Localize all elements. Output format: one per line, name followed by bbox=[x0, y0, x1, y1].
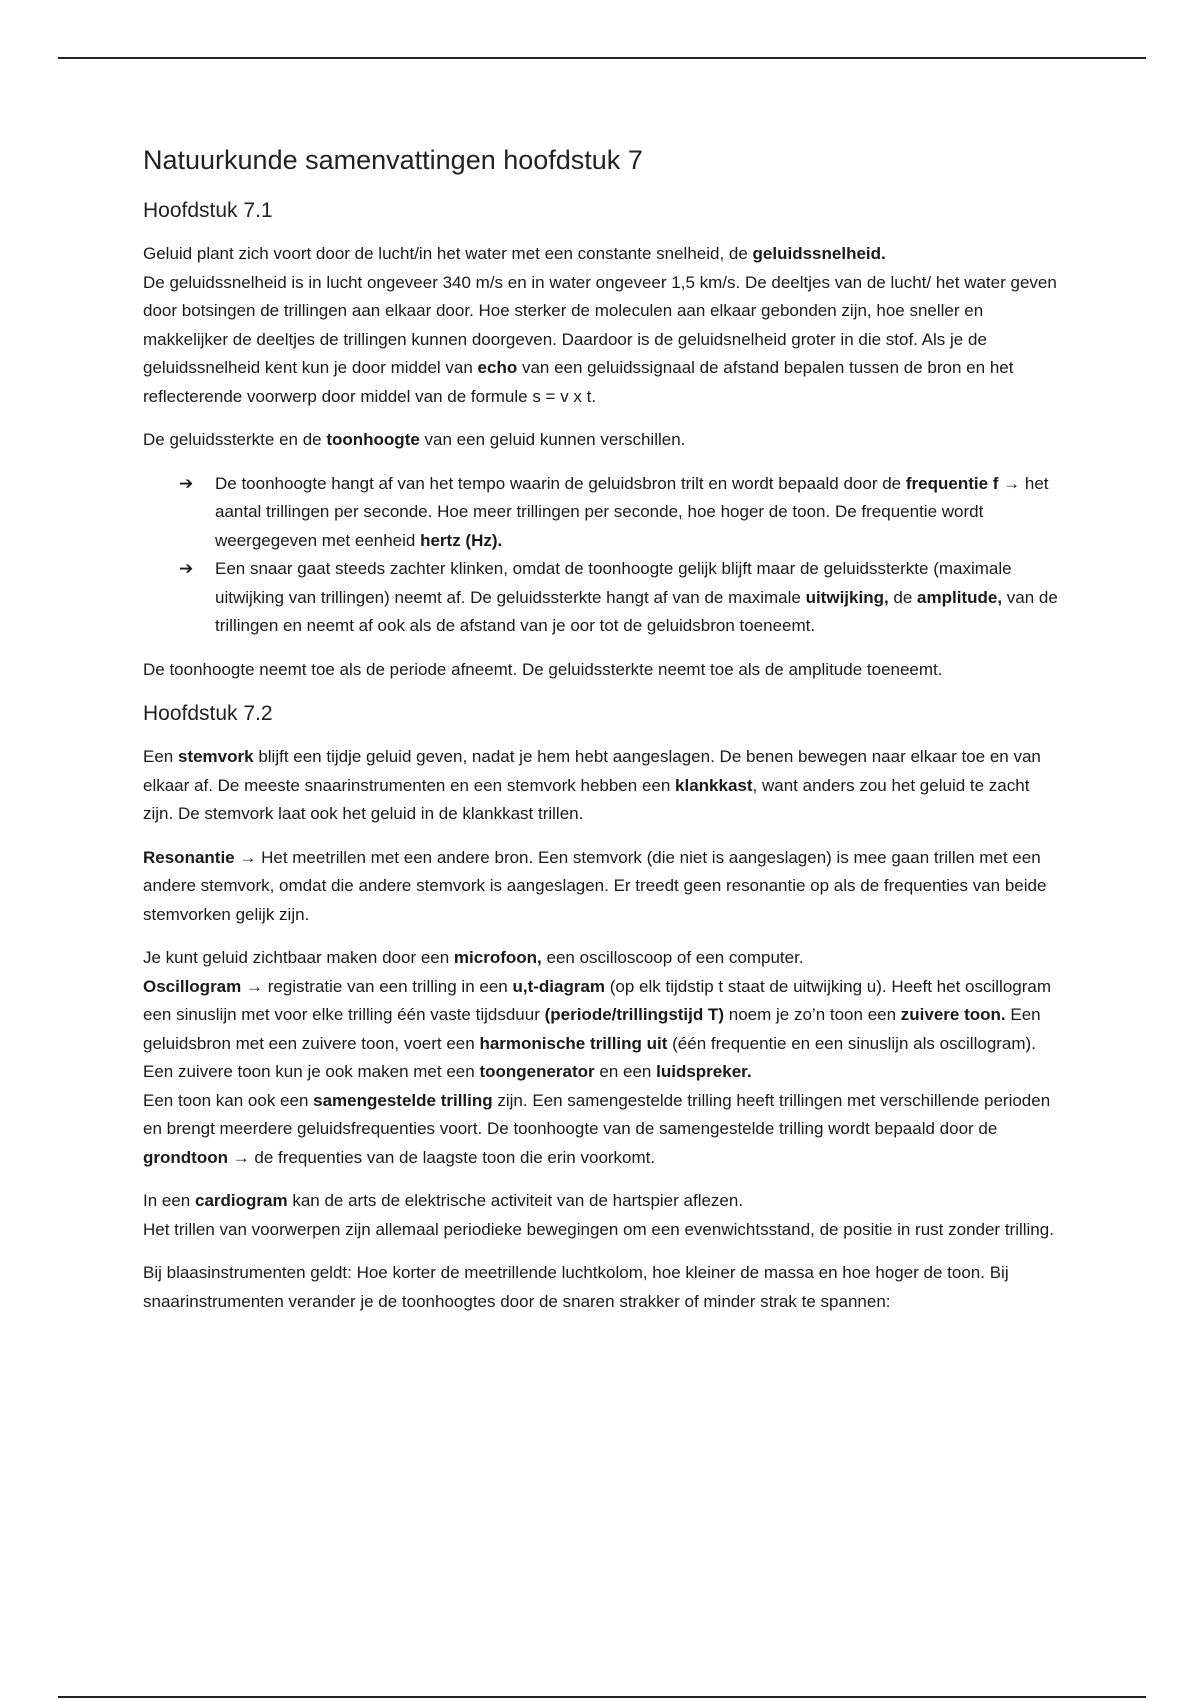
arrow-right-icon: ➔ bbox=[179, 559, 194, 578]
paragraph-cardiogram: In een cardiogram kan de arts de elektrische activiteit van de hartspier aflezen. Het trillen van voorwerpen zijn allemaal periodieke bewegingen om een evenwichtsstand, de positie in rust zonder trilling. bbox=[143, 1191, 1054, 1239]
list-item: ➔ De toonhoogte hangt af van het tempo waarin de geluidsbron trilt en wordt bepaald door de frequentie f → het aantal trillingen per seconde. Hoe meer trillingen per seconde, hoe hoger de toon. De frequentie wordt weergegeven met eenheid hertz (Hz). bbox=[215, 470, 1063, 556]
paragraph-geluidssnelheid: Geluid plant zich voort door de lucht/in het water met een constante snelheid, de geluidssnelheid. De geluidssnelheid is in lucht ongeveer 340 m/s en in water ongeveer 1,5 km/s. De deeltjes van de lucht/ het water geven door botsingen de trillingen aan elkaar door. Hoe sterker de moleculen aan elkaar gebonden zijn, hoe sneller en makkelijker de deeltjes de trillingen kunnen doorgeven. Daardoor is de geluidsnelheid groter in die stof. Als je de geluidssnelheid kent kun je door middel van echo van een geluidssignaal de afstand bepalen tussen de bron en het reflecterende voorwerp door middel van de formule s = v x t. bbox=[143, 244, 1057, 406]
footer-rule bbox=[58, 1696, 1146, 1698]
header-rule bbox=[58, 57, 1146, 59]
paragraph-instrumenten: Bij blaasinstrumenten geldt: Hoe korter de meetrillende luchtkolom, hoe kleiner de massa en hoe hoger de toon. Bij snaarinstrumenten verander je de toonhoogtes door de snaren strakker of minder strak te spannen: bbox=[143, 1263, 1009, 1311]
document-title: Natuurkunde samenvattingen hoofdstuk 7 bbox=[143, 145, 643, 175]
paragraph-resonantie: Resonantie → Het meetrillen met een andere bron. Een stemvork (die niet is aangeslagen) is mee gaan trillen met een andere stemvork, omdat die andere stemvork is aangeslagen. Er treedt geen resonantie op als de frequenties van beide stemvorken gelijk zijn. bbox=[143, 847, 1047, 924]
paragraph-toonhoogte: De geluidssterkte en de toonhoogte van een geluid kunnen verschillen. bbox=[143, 430, 686, 449]
document-body bbox=[143, 140, 1063, 1331]
arrow-list bbox=[143, 470, 1063, 641]
list-item: ➔ Een snaar gaat steeds zachter klinken, omdat de toonhoogte gelijk blijft maar de geluidssterkte (maximale uitwijking van trillingen) neemt af. De geluidssterkte hangt af van de maximale uitwijking, de amplitude, van de trillingen en neemt af ook als de afstand van je oor tot de geluidsbron toeneemt. bbox=[215, 555, 1063, 641]
section-heading-7-1: Hoofdstuk 7.1 bbox=[143, 199, 273, 222]
paragraph-periode-amplitude: De toonhoogte neemt toe als de periode afneemt. De geluidssterkte neemt toe als de amplitude toeneemt. bbox=[143, 659, 943, 679]
paragraph-stemvork: Een stemvork blijft een tijdje geluid geven, nadat je hem hebt aangeslagen. De benen bewegen naar elkaar toe en van elkaar af. De meeste snaarinstrumenten en een stemvork hebben een klankkast, want anders zou het geluid te zacht zijn. De stemvork laat ook het geluid in de klankkast trillen. bbox=[143, 747, 1041, 823]
section-heading-7-2: Hoofdstuk 7.2 bbox=[143, 702, 273, 725]
arrow-right-icon: ➔ bbox=[179, 473, 194, 493]
paragraph-oscillogram: Je kunt geluid zichtbaar maken door een microfoon, een oscilloscoop of een computer. Oscillogram → registratie van een trilling in een u,t-diagram (op elk tijdstip t staat de uitwijking u). Heeft het oscillogram een sinuslijn met voor elke trilling één vaste tijdsduur (periode/trillingstijd T) noem je zo’n toon een zuivere toon. Een geluidsbron met een zuivere toon, voert een harmonische trilling uit (één frequentie en een sinuslijn als oscillogram). Een zuivere toon kun je ook maken met een toongenerator en een luidspreker. Een toon kan ook een samengestelde trilling zijn. Een samengestelde trilling heeft trillingen met verschillende perioden en brengt meerdere geluidsfrequenties voort. De toonhoogte van de samengestelde trilling wordt bepaald door de grondtoon → de frequenties van de laagste toon die erin voorkomt. bbox=[143, 948, 1052, 1167]
